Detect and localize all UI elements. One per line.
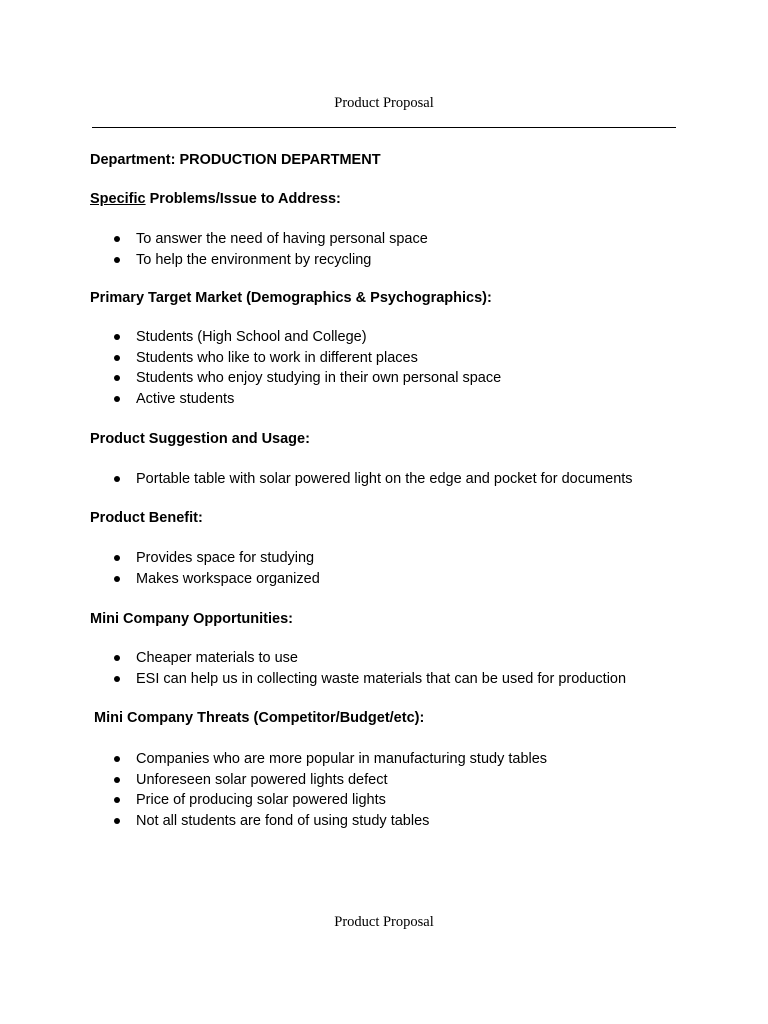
bullet-icon [114, 236, 120, 242]
bullet-icon [114, 555, 120, 561]
department-label: Department: [90, 152, 176, 168]
list-item-text: Students (High School and College) [136, 329, 367, 345]
page-footer-title: Product Proposal [334, 914, 434, 930]
page-header-title: Product Proposal [334, 95, 434, 111]
list-item-text: Cheaper materials to use [136, 650, 298, 666]
list-item-text: Students who like to work in different places [136, 349, 418, 366]
list-item-text: ESI can help us in collecting waste materials that can be used for production [136, 670, 627, 687]
bullet-icon [114, 396, 120, 402]
list-item-text: Price of producing solar powered lights [136, 792, 386, 808]
list-item-text: To help the environment by recycling [136, 251, 372, 268]
list-item-text: Active students [136, 390, 235, 407]
list-item-text: Unforeseen solar powered lights defect [136, 771, 388, 788]
bullet-icon [114, 375, 120, 381]
list-item-text: Provides space for studying [136, 550, 315, 566]
section-heading-problems [90, 190, 341, 208]
bullet-icon [114, 355, 120, 361]
section-heading-product-benefit: Product Benefit: [90, 510, 203, 526]
list-item-text: Not all students are fond of using study tables [136, 812, 430, 829]
list-item-text: Companies who are more popular in manufacturing study tables [136, 751, 548, 767]
section-heading-opportunities: Mini Company Opportunities: [90, 611, 293, 627]
bullet-icon [114, 777, 120, 783]
list-item-text: Portable table with solar powered light on the edge and pocket for documents [136, 471, 633, 487]
bullet-icon [114, 334, 120, 340]
bullet-icon [114, 797, 120, 803]
section-heading-target-market: Primary Target Market (Demographics & Psychographics): [90, 290, 492, 306]
header-divider [92, 127, 676, 128]
bullet-icon [114, 476, 120, 482]
list-item-text: To answer the need of having personal space [136, 231, 428, 247]
heading-rest: Problems/Issue to Address: [145, 191, 341, 207]
bullet-icon [114, 655, 120, 661]
bullet-icon [114, 676, 120, 682]
department-line [90, 151, 381, 169]
section-heading-product-suggestion: Product Suggestion and Usage: [90, 431, 310, 447]
section-heading-threats: Mini Company Threats (Competitor/Budget/etc): [94, 710, 425, 726]
bullet-icon [114, 576, 120, 582]
list-item-text: Makes workspace organized [136, 570, 320, 587]
bullet-icon [114, 818, 120, 824]
bullet-icon [114, 756, 120, 762]
department-value: PRODUCTION DEPARTMENT [179, 152, 381, 168]
heading-underlined-word: Specific [90, 191, 146, 207]
bullet-icon [114, 257, 120, 263]
list-item-text: Students who enjoy studying in their own personal space [136, 370, 502, 386]
